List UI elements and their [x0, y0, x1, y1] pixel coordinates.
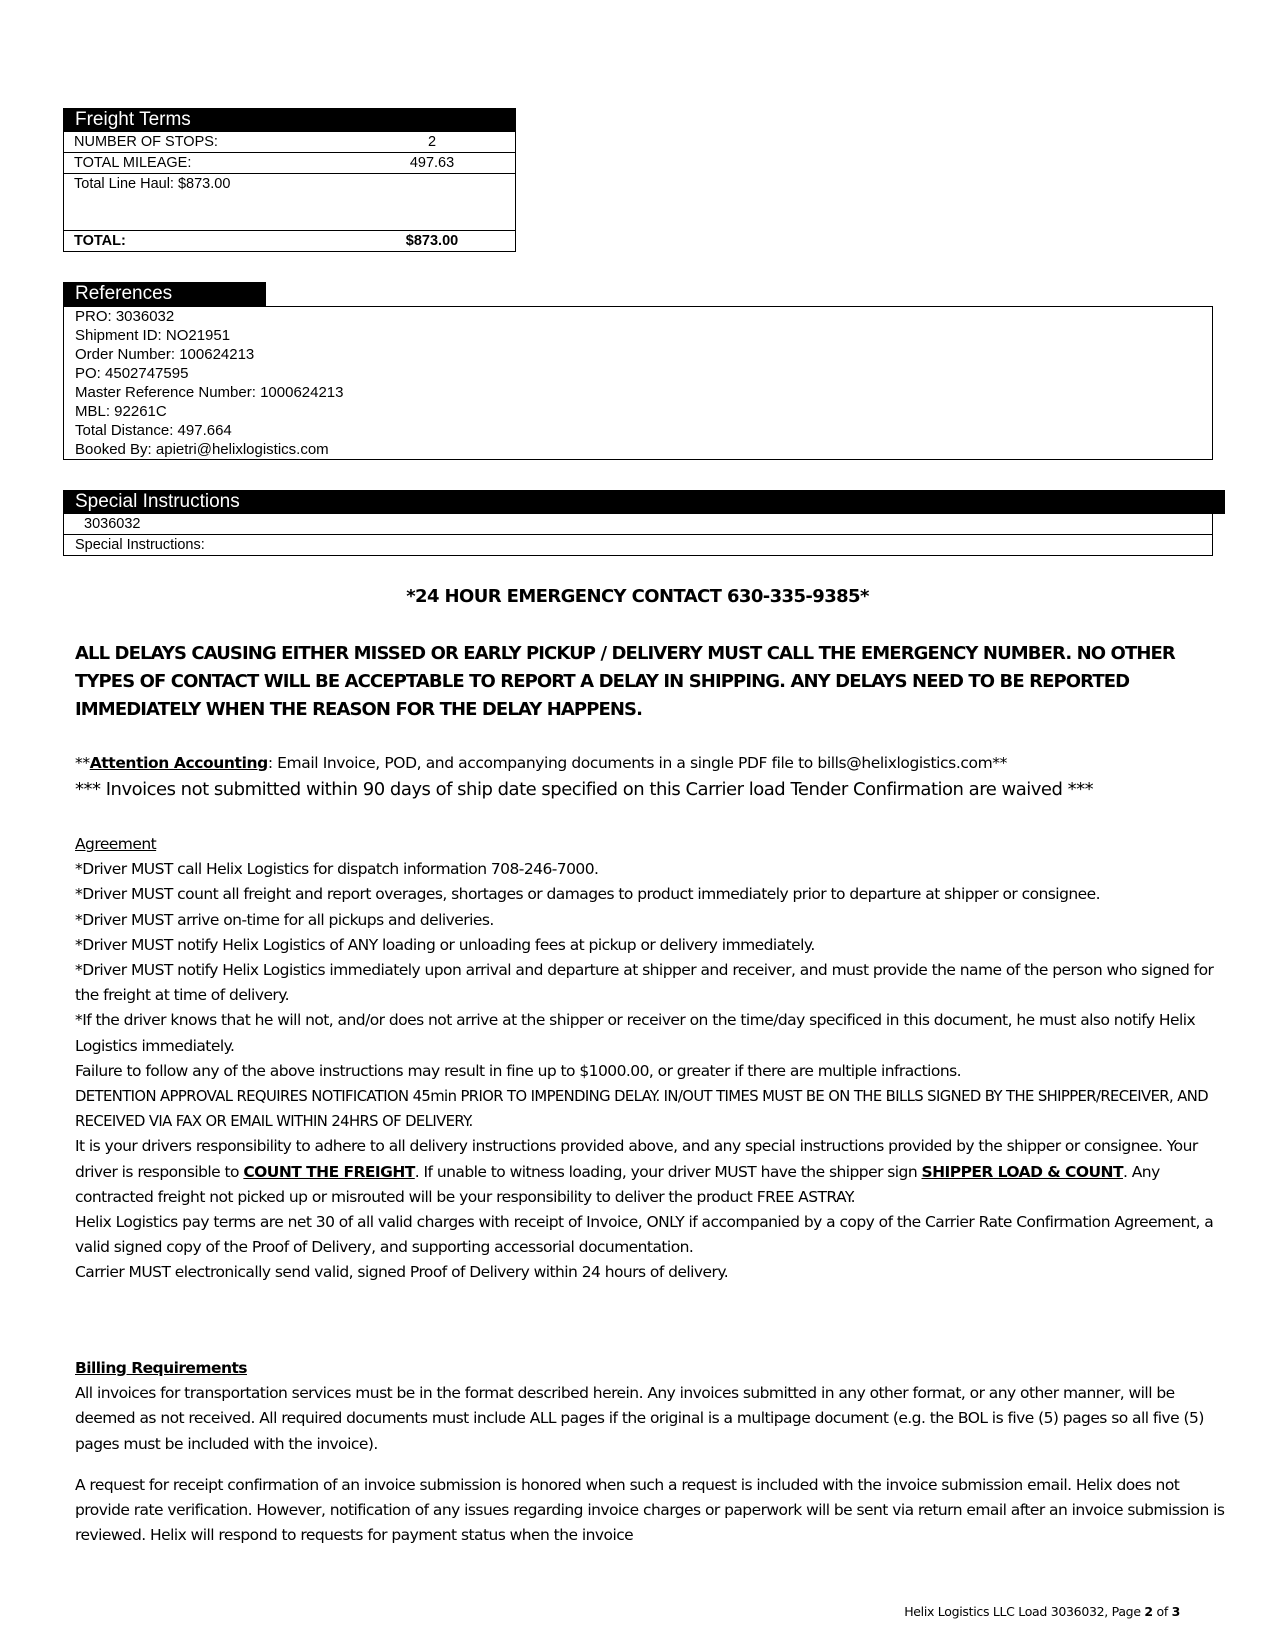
- reference-line: MBL: 92261C: [75, 403, 167, 420]
- agreement-line: *Driver MUST count all freight and report overages, shortages or damages to product immediately prior to departure at shipper or consignee.: [75, 885, 1100, 904]
- total-row: [64, 230, 515, 251]
- mileage-row: [64, 152, 515, 173]
- agreement-text: . If unable to witness loading, your driver MUST have the shipper sign: [414, 1162, 922, 1181]
- reference-line: Order Number: 100624213: [75, 346, 255, 363]
- mileage-label: TOTAL MILEAGE:: [74, 155, 192, 171]
- reference-line: Total Distance: 497.664: [75, 422, 232, 439]
- detention-notice: DETENTION APPROVAL REQUIRES NOTIFICATION 45min PRIOR TO IMPENDING DELAY. IN/OUT TIMES MUST BE ON THE BILLS SIGNED BY THE SHIPPER/RECEIVER, AND RECEIVED VIA FAX OR EMAIL WITHIN 24HRS OF DELIVERY.: [75, 1088, 1208, 1131]
- line-haul: Total Line Haul: $873.00: [64, 173, 515, 230]
- attention-label: Attention Accounting: [89, 754, 268, 772]
- stops-value: 2: [427, 134, 437, 150]
- reference-line: PRO: 3036032: [75, 308, 175, 325]
- agreement-line: Failure to follow any of the above instructions may result in fine up to $1000.00, or greater if there are multiple infractions.: [75, 1061, 962, 1080]
- agreement-title: Agreement: [75, 835, 157, 853]
- special-instructions-box: [63, 514, 1213, 556]
- references-box: [63, 306, 1213, 460]
- reference-line: Booked By: apietri@helixlogistics.com: [75, 441, 329, 458]
- footer-text: Helix Logistics LLC Load 3036032, Page: [904, 1604, 1145, 1619]
- attention-prefix: **: [75, 754, 90, 772]
- delays-notice: ALL DELAYS CAUSING EITHER MISSED OR EARLY PICKUP / DELIVERY MUST CALL THE EMERGENCY NUMBER. NO OTHER TYPES OF CONTACT WILL BE ACCEPTABLE TO REPORT A DELAY IN SHIPPING. ANY DELAYS NEED TO BE REPORTED IMMEDIATELY WHEN THE REASON FOR THE DELAY HAPPENS.: [75, 643, 1175, 720]
- special-instructions-number: 3036032: [84, 516, 141, 532]
- reference-line: PO: 4502747595: [75, 365, 189, 382]
- attention-text: : Email Invoice, POD, and accompanying documents in a single PDF file to bills@helixlogistics.com**: [267, 754, 1007, 772]
- freight-terms-table: [63, 132, 516, 252]
- stops-label: NUMBER OF STOPS:: [74, 134, 218, 150]
- shipper-load-count: SHIPPER LOAD & COUNT: [921, 1162, 1123, 1181]
- agreement-paragraph: [75, 1134, 1235, 1210]
- attention-accounting: [75, 752, 1225, 774]
- footer-of: of: [1152, 1604, 1172, 1619]
- billing-section: [75, 1356, 1235, 1457]
- emergency-contact: *24 HOUR EMERGENCY CONTACT 630-335-9385*: [406, 586, 869, 607]
- page-footer: [904, 1604, 1180, 1619]
- mileage-value: 497.63: [409, 155, 455, 171]
- special-instructions-label: Special Instructions:: [64, 534, 1212, 555]
- reference-line: Master Reference Number: 1000624213: [75, 384, 344, 401]
- references-header: References: [63, 282, 266, 306]
- stops-row: [64, 132, 515, 152]
- reference-line: Shipment ID: NO21951: [75, 327, 231, 344]
- special-instructions-header: Special Instructions: [63, 490, 1225, 514]
- agreement-line: *If the driver knows that he will not, and/or does not arrive at the shipper or receiver on the time/day specificed in this document, he must also notify Helix Logistics immediately.: [75, 1011, 1196, 1055]
- receipt-section: [75, 1473, 1235, 1549]
- agreement-text: . Any contracted freight not picked up or misrouted will be your responsibility to deliver the product FREE ASTRAY.: [75, 1162, 1160, 1206]
- page-total: 3: [1171, 1604, 1180, 1619]
- agreement-line: *Driver MUST arrive on-time for all pickups and deliveries.: [75, 910, 494, 929]
- agreement-line: *Driver MUST call Helix Logistics for dispatch information 708-246-7000.: [75, 860, 599, 879]
- invoice-waived-notice: *** Invoices not submitted within 90 days of ship date specified on this Carrier load Tender Confirmation are waived ***: [75, 779, 1094, 800]
- freight-terms-header: Freight Terms: [63, 108, 516, 132]
- agreement-section: [75, 832, 1235, 1286]
- freight-terms-box: [63, 108, 516, 252]
- count-the-freight: COUNT THE FREIGHT: [243, 1162, 415, 1181]
- agreement-line: Carrier MUST electronically send valid, signed Proof of Delivery within 24 hours of delivery.: [75, 1263, 729, 1282]
- agreement-line: *Driver MUST notify Helix Logistics of ANY loading or unloading fees at pickup or delivery immediately.: [75, 935, 815, 954]
- total-value: $873.00: [405, 233, 459, 249]
- billing-paragraph: All invoices for transportation services must be in the format described herein. Any invoices submitted in any other format, or any other manner, will be deemed as not received. All required documents must include ALL pages if the original is a multipage document (e.g. the BOL is five (5) pages so all five (5) pages must be included with the invoice).: [75, 1384, 1204, 1453]
- total-label: TOTAL:: [74, 233, 126, 249]
- page-number: 2: [1144, 1604, 1153, 1619]
- agreement-line: *Driver MUST notify Helix Logistics immediately upon arrival and departure at shipper and receiver, and must provide the name of the person who signed for the freight at time of delivery.: [75, 961, 1214, 1005]
- agreement-line: Helix Logistics pay terms are net 30 of all valid charges with receipt of Invoice, ONLY if accompanied by a copy of the Carrier Rate Confirmation Agreement, a valid signed copy of the Proof of Delivery, and supporting accessorial documentation.: [75, 1213, 1214, 1257]
- agreement-text: It is your drivers responsibility to adhere to all delivery instructions provided above, and any special instructions provided by the shipper or consignee. Your driver is responsible to: [75, 1137, 1198, 1181]
- billing-title: Billing Requirements: [75, 1359, 247, 1377]
- billing-paragraph: A request for receipt confirmation of an invoice submission is honored when such a request is included with the invoice submission email. Helix does not provide rate verification. However, notification of any issues regarding invoice charges or paperwork will be sent via return email after an invoice submission is reviewed. Helix will respond to requests for payment status when the invoice: [75, 1476, 1225, 1545]
